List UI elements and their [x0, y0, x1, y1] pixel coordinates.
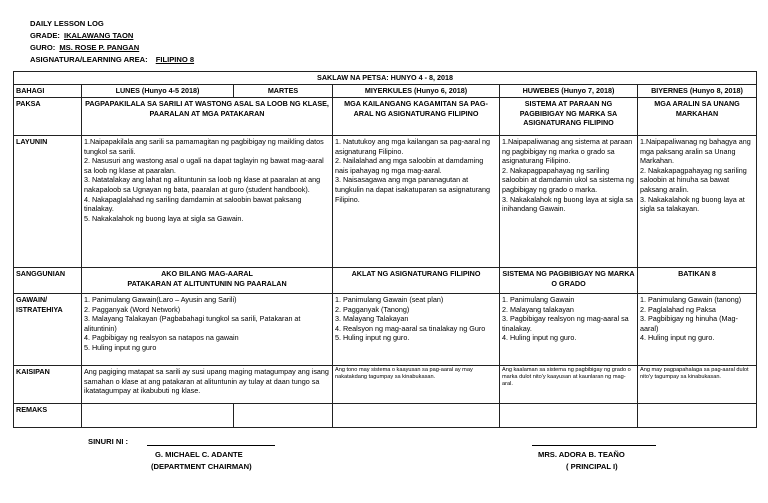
list-item: 2. Pagganyak (Word Network) — [84, 304, 181, 314]
kaisipan-huwebes: Ang kaalaman sa sistema ng pagbibigay ng grado o marka dulot nito'y kaayusan at kaunlaran ng mag-aral. — [500, 366, 638, 404]
saklaw-na-petsa: SAKLAW NA PETSA: HUNYO 4 - 8, 2018 — [14, 72, 757, 85]
gawain-label-line-2: ISTRATEHIYA — [16, 304, 63, 314]
sanggunian-lunes — [82, 268, 333, 294]
remaks-martes — [234, 404, 333, 428]
kaisipan-label: KAISIPAN — [14, 366, 82, 404]
list-item: 2. Paglalahad ng Paksa — [640, 304, 716, 314]
column-header-row — [14, 85, 757, 98]
list-item: 4. Huling input ng guro. — [502, 333, 577, 343]
col-miyerkules: MIYERKULES (Hunyo 6, 2018) — [333, 85, 500, 98]
right-signatory-title: ( PRINCIPAL I) — [566, 462, 618, 471]
sanggunian-label: SANGGUNIAN — [14, 268, 82, 294]
list-item: 1. Natutukoy ang mga kailangan sa pag-aaral ng asignaturang Filipino. — [335, 137, 491, 156]
remaks-row — [14, 404, 757, 428]
right-signature-line — [532, 445, 656, 446]
gawain-biyernes — [638, 294, 757, 366]
list-item: 1. Panimulang Gawain (tanong) — [640, 295, 742, 304]
sanggunian-huwebes: SISTEMA NG PAGBIBIGAY NG MARKA O GRADO — [500, 268, 638, 294]
layunin-miyerkules — [333, 136, 500, 268]
list-item: 3. Naisasagawa ang mga pananagutan at tungkulin na dapat isakatuparan sa asignaturang Filipino. — [335, 175, 491, 204]
sanggunian-lunes-line-2: PATAKARAN AT ALITUNTUNIN NG PAARALAN — [127, 278, 287, 288]
grade-value: IKALAWANG TAON — [63, 31, 134, 40]
list-item: 3. Nakakalahok ng buong laya at sigla sa talakayan. — [640, 194, 745, 214]
list-item: 2. Malayang talakayan — [502, 304, 574, 314]
saklaw-row — [14, 72, 757, 85]
list-item: 3. Malayang Talakayan — [335, 314, 409, 324]
remaks-biyernes — [638, 404, 757, 428]
lesson-log-table — [13, 71, 757, 428]
gawain-row — [14, 294, 757, 366]
list-item: 4. Realsyon ng mag-aaral sa tinalakay ng Guro — [335, 323, 486, 333]
list-item: 1.Naipapaliwanag ang sistema at paraan ng pagbibigay ng marka o grado sa asignaturang Filipino. — [502, 137, 633, 166]
layunin-lunes — [82, 136, 333, 268]
list-item: 3. Pagbibigay realsyon ng mag-aaral sa tinalakay. — [502, 314, 629, 333]
sanggunian-biyernes: BATIKAN 8 — [638, 268, 757, 294]
gawain-lunes — [82, 294, 333, 366]
list-item: 2. Nakakapagpahayag ng sariling saloobin at hinuha sa bawat paksang aralin. — [640, 165, 747, 194]
list-item: 3. Malayang Talakayan (Pagbabahagi tungkol sa sarili, Patakaran at alituntinin) — [84, 314, 301, 333]
paksa-lunes: PAGPAPAKILALA SA SARILI AT WASTONG ASAL SA LOOB NG KLASE, PAARALAN AT MGA PATAKARAN — [82, 98, 333, 136]
col-lunes: LUNES (Hunyo 4-5 2018) — [82, 85, 234, 98]
list-item: 2. Nasusuri ang wastong asal o ugali na dapat taglayin ng bawat mag-aaral sa loob ng klase at paaralan. — [84, 156, 324, 175]
document-title: DAILY LESSON LOG — [30, 19, 104, 28]
list-item: 2. Pagganyak (Tanong) — [335, 304, 410, 314]
col-huwebes: HUWEBES (Hunyo 7, 2018) — [500, 85, 638, 98]
list-item: 1. Panimulang Gawain (seat plan) — [335, 295, 444, 304]
guro-row — [30, 42, 139, 53]
col-biyernes: BIYERNES (Hunyo 8, 2018) — [638, 85, 757, 98]
paksa-label: PAKSA — [14, 98, 82, 136]
layunin-biyernes — [638, 136, 757, 268]
kaisipan-biyernes: Ang may pagpapahalaga sa pag-aaral dulot nito'y tagumpay sa kinabukasan. — [638, 366, 757, 404]
kaisipan-row — [14, 366, 757, 404]
list-item: 2. Nailalahad ang mga saloobin at damdaming nais ipahayag ng mga mag-aaral. — [335, 156, 484, 175]
layunin-label: LAYUNIN — [14, 136, 82, 268]
sanggunian-lunes-line-1: AKO BILANG MAG-AARAL — [161, 269, 253, 278]
col-martes: MARTES — [234, 85, 333, 98]
list-item: 1. Panimulang Gawain — [502, 295, 575, 304]
gawain-miyerkules — [333, 294, 500, 366]
list-item: 1.Naipapaliwanag ng bahagya ang mga paksang aralin sa Unang Markahan. — [640, 137, 751, 166]
remaks-huwebes — [500, 404, 638, 428]
remaks-label: REMAKS — [14, 404, 82, 428]
list-item: 5. Nakakalahok ng buong laya at sigla sa Gawain. — [84, 213, 244, 223]
area-value: FILIPINO 8 — [155, 55, 195, 64]
list-item: 2. Nakapagpapahayag ng sariling saloobin at damdamin ukol sa sistema ng pagbibigay ng grado o marka. — [502, 165, 634, 194]
kaisipan-lunes: Ang pagiging matapat sa sarili ay susi upang maging matagumpay ang isang samahan o klase at ang patakaran at alituntunin ay tulay at daan tungo sa ikatatagumpay at ikabubuti ng klase. — [82, 366, 333, 404]
list-item: 5. Huling input ng guro — [84, 342, 157, 352]
col-bahagi: BAHAGI — [14, 85, 82, 98]
remaks-miyerkules — [333, 404, 500, 428]
remaks-lunes — [82, 404, 234, 428]
gawain-label — [14, 294, 82, 366]
paksa-miyerkules: MGA KAILANGANG KAGAMITAN SA PAG-ARAL NG ASIGNATURANG FILIPINO — [333, 98, 500, 136]
right-signatory-name: MRS. ADORA B. TEAÑO — [538, 450, 625, 459]
gawain-label-line-1: GAWAIN/ — [16, 295, 48, 304]
guro-label: GURO: — [30, 43, 56, 52]
list-item: 3. Pagbibigay ng hinuha (Mag-aaral) — [640, 314, 738, 333]
layunin-row — [14, 136, 757, 268]
paksa-huwebes: SISTEMA AT PARAAN NG PAGBIBIGAY NG MARKA SA ASIGNATURANG FILIPINO — [500, 98, 638, 136]
left-signature-line — [147, 445, 275, 446]
left-signatory-name: G. MICHAEL C. ADANTE — [155, 450, 243, 459]
list-item: 4. Huling input ng guro. — [640, 333, 715, 343]
area-row — [30, 54, 194, 65]
list-item: 4. Nakapaglalahad ng sariling damdamin at saloobin bawat paksang tinalakay. — [84, 194, 302, 214]
sanggunian-miyerkules: AKLAT NG ASIGNATURANG FILIPINO — [333, 268, 500, 294]
layunin-huwebes — [500, 136, 638, 268]
list-item: 5. Huling input ng guro. — [335, 333, 410, 343]
sinuri-label: SINURI NI : — [88, 437, 129, 446]
area-label: ASIGNATURA/LEARNING AREA: — [30, 55, 148, 64]
guro-value: MS. ROSE P. PANGAN — [59, 43, 140, 52]
list-item: 4. Pagbibigay ng realsyon sa natapos na gawain — [84, 333, 239, 343]
gawain-huwebes — [500, 294, 638, 366]
list-item: 3. Nakakalahok ng buong laya at sigla sa inihandang Gawain. — [502, 194, 634, 214]
grade-row — [30, 30, 133, 41]
kaisipan-miyerkules: Ang tono may sistema o kaayusan sa pag-aaral ay may nakatakdang tagumpay sa kinabukasan. — [333, 366, 500, 404]
list-item: 1. Panimulang Gawain(Laro – Ayusin ang Sarili) — [84, 295, 237, 304]
list-item: 1.Naipapakilala ang sarili sa pamamagitan ng pagbibigay ng maikling datos tungkol sa sarili. — [84, 137, 324, 156]
left-signatory-title: (DEPARTMENT CHAIRMAN) — [151, 462, 252, 471]
paksa-row — [14, 98, 757, 136]
paksa-biyernes: MGA ARALIN SA UNANG MARKAHAN — [638, 98, 757, 136]
list-item: 3. Natatalakay ang lahat ng alituntunin sa loob ng klase at paaralan at ang nakapaloob sa Ugnayan ng bata, paaralan at guro (student handbook). — [84, 175, 321, 194]
grade-label: GRADE: — [30, 31, 60, 40]
sanggunian-row — [14, 268, 757, 294]
